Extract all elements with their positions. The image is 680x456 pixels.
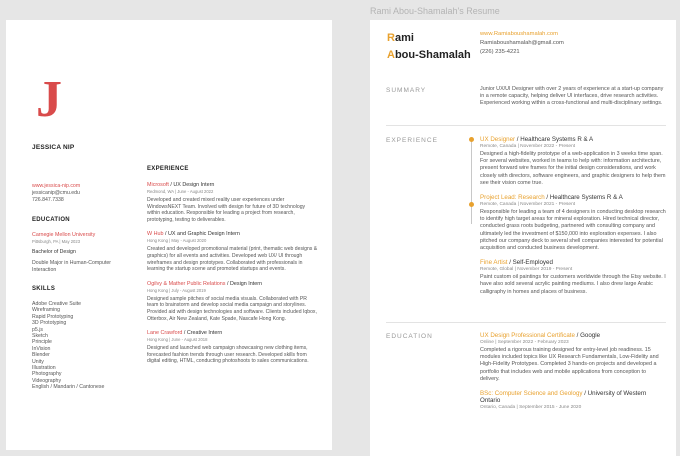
name-initial: R (387, 32, 395, 44)
job-entry (147, 182, 319, 223)
education-section (32, 217, 127, 274)
job-role: / UX and Graphic Design Intern (163, 231, 240, 238)
skills-section (32, 286, 127, 391)
list-item: Wireframing (32, 307, 60, 314)
education-title (480, 390, 666, 404)
company-name: Microsoft (147, 182, 169, 188)
timeline-dot (469, 137, 474, 142)
email-text: jessicanip@cmu.edu (32, 190, 80, 196)
job-description: Designed sample pitches of social media visuals. Collaborated with PR team to brainstorm and develop social media campaign and storylines. Provided aid with design technologies and software. Clients included Iqbox, Otterbox, Air New Zealand, Kate Spade, Nascafe Hong Kong. (147, 295, 317, 322)
summary-text: Junior UX/UI Designer with over 2 years of experience at a start-up company in a remote capacity, helping deliver UI interfaces, drive research activities. Experienced working within a cross-functional and multi-disciplinary settings. (480, 86, 664, 107)
education-title (480, 332, 666, 339)
list-item: InVision (32, 345, 51, 352)
job-meta: Hong Kong | June - August 2018 (147, 337, 208, 343)
resume-name (387, 30, 471, 64)
email-text: Ramiaboushamalah@gmail.com (480, 40, 564, 46)
credential: BSc: Computer Science and Geology (480, 390, 583, 398)
company-name: Ogilvy & Mather Public Relations (147, 280, 226, 287)
experience-list (480, 136, 666, 303)
contact-block (32, 183, 127, 204)
education-heading: EDUCATION (32, 217, 70, 223)
company-name: / Healthcare Systems R & A (544, 194, 623, 202)
resume-rami[interactable] (370, 20, 676, 456)
company-name: Lane Crawford (147, 330, 183, 337)
institution: / Google (574, 332, 601, 339)
job-meta: Remote, Global | November 2019 - Present (480, 267, 573, 273)
list-item: Unity (32, 358, 44, 365)
education-entry (480, 390, 666, 410)
job-entry (480, 136, 666, 187)
job-title (480, 136, 666, 143)
job-entry (147, 281, 319, 322)
company-name: / Healthcare Systems R & A (515, 136, 594, 143)
company-name: / Self-Employed (507, 259, 553, 267)
job-title (480, 259, 666, 266)
resume-name: JESSICA NIP (32, 144, 75, 151)
degree: Bachelor of Design (32, 249, 76, 255)
education-meta: Ontario, Canada | September 2015 - June 2020 (480, 405, 582, 411)
job-description: Paint custom oil paintings for customers worldwide through the Etsy website. I have also sold several acrylic painting mediums. I also drew large Arabic calligraphy in homes and places of business. (480, 274, 666, 295)
summary-heading: SUMMARY (386, 87, 427, 94)
job-role: Fine Artist (480, 259, 508, 267)
list-item: Rapid Prototyping (32, 313, 74, 320)
job-role: / UX Design Intern (168, 182, 215, 188)
name-first: ami (394, 32, 414, 44)
job-meta: Hong Kong | July - August 2019 (147, 287, 206, 293)
experience-heading: EXPERIENCE (386, 137, 438, 144)
job-entry (480, 259, 666, 296)
divider (386, 125, 666, 126)
skills-list (32, 301, 127, 391)
resume-jessica-nip[interactable] (6, 20, 332, 450)
education-entry (480, 332, 666, 383)
timeline-dot (469, 202, 474, 207)
school-name: Carnegie Mellon University (32, 232, 96, 238)
job-title (147, 330, 319, 336)
phone-text: (226) 235-4221 (480, 49, 520, 55)
list-item: Blender (32, 352, 50, 359)
list-item: 3D Prototyping (32, 320, 67, 327)
job-role: Project Lead: Research (480, 194, 545, 202)
phone-text: 726.847.7338 (32, 197, 64, 203)
list-item: Illustration (32, 365, 56, 372)
experience-section (147, 166, 319, 373)
education-list (480, 332, 666, 417)
job-meta: Remote, Canada | November 2021 - Present (480, 202, 576, 208)
list-item: Photography (32, 371, 62, 378)
job-entry (147, 231, 319, 272)
list-item: English / Mandarin / Cantonese (32, 384, 105, 391)
name-initial: A (387, 49, 395, 61)
school-meta: Pittsburgh, PA | May 2023 (32, 239, 81, 244)
list-item: Videography (32, 377, 62, 384)
job-title (147, 182, 319, 188)
divider (386, 322, 666, 323)
education-meta: Online | September 2022 - February 2023 (480, 340, 569, 345)
job-title (147, 231, 319, 237)
resume-caption: Rami Abou-Shamalah's Resume (370, 6, 500, 16)
name-last: bou-Shamalah (394, 49, 471, 61)
skills-heading: SKILLS (32, 286, 56, 292)
website-link[interactable]: www.jessica-nip.com (32, 183, 81, 189)
job-meta: Hong Kong | May - August 2020 (147, 238, 207, 244)
timeline-line (471, 138, 472, 224)
institution: / University of Western Ontario (480, 390, 647, 405)
education-description: Completed a rigorous training designed for entry-level job readiness. 15 modules included topics like UX Research Fundamentals, Low-Fidelity and High-Fidelity Prototypes. Completed 3 hands-on projects and developed a portfolio that includes web and mobile applications from conception to delivery. (480, 347, 659, 382)
job-meta: Remote, Canada | November 2022 - Present (480, 144, 576, 149)
job-title (147, 281, 319, 287)
list-item: Sketch (32, 333, 48, 340)
job-description: Designed and launched web campaign showcasing new clothing items, forecasted fashion trends through user research. Developed skills from digital editing, HTML, conducting photoshoots to sales communications. (147, 345, 309, 365)
education-heading: EDUCATION (386, 333, 433, 340)
credential: UX Design Professional Certificate (480, 332, 575, 339)
list-item: Adobe Creative Suite (32, 301, 82, 307)
list-item: p5.js (32, 326, 43, 333)
job-role: / Design Intern (225, 280, 263, 287)
job-meta: Redmond, WA | June - August 2022 (147, 189, 214, 194)
job-description: Created and developed promotional material (print, thematic web designs & graphics) for all events and activities. Developed web UX/ UI through wireframes and design prototypes. Collaborated with professionals in learning the startup scene and promoted startups and events. (147, 246, 318, 273)
job-role: / Creative Intern (182, 330, 223, 337)
job-entry (147, 330, 319, 365)
company-name: W Hub (147, 231, 164, 238)
job-description: Designed a high-fidelity prototype of a web-application in 3 weeks time span. For several websites, worked in teams to help with: information architecture, present forward wire frames for the initial design considerations, and work closely with directors, software engineers, and graphic designers to help them see their vision come true. (480, 151, 666, 186)
job-title (480, 194, 666, 201)
job-description: Developed and created mixed reality user experiences under WindowsNEXT Team. Involved with design for future of 3D technology within education. Responsible for leading a project from research, prototyping, testing to deliverables. (147, 197, 306, 223)
job-entry (480, 194, 666, 252)
list-item: Principle (32, 339, 52, 346)
contact-block (480, 30, 564, 57)
job-role: UX Designer (480, 136, 516, 143)
job-description: Responsible for leading a team of 4 designers in conducting desktop research to identify high target areas for mineral exploration. Hired technical director, conducted grass roots budgeting, partnered with consulting company and ultimately led the investment of $150,000 into exploration expenses. I also pitched our company deck to several shell companies interested for potential acquisition and conducted business development. (480, 209, 666, 252)
experience-heading: EXPERIENCE (147, 166, 189, 172)
monogram-logo: J (36, 71, 62, 128)
website-link[interactable]: www.Ramiaboushamalah.com (480, 31, 558, 37)
double-major: Double Major in Human-Computer Interaction (32, 260, 111, 273)
